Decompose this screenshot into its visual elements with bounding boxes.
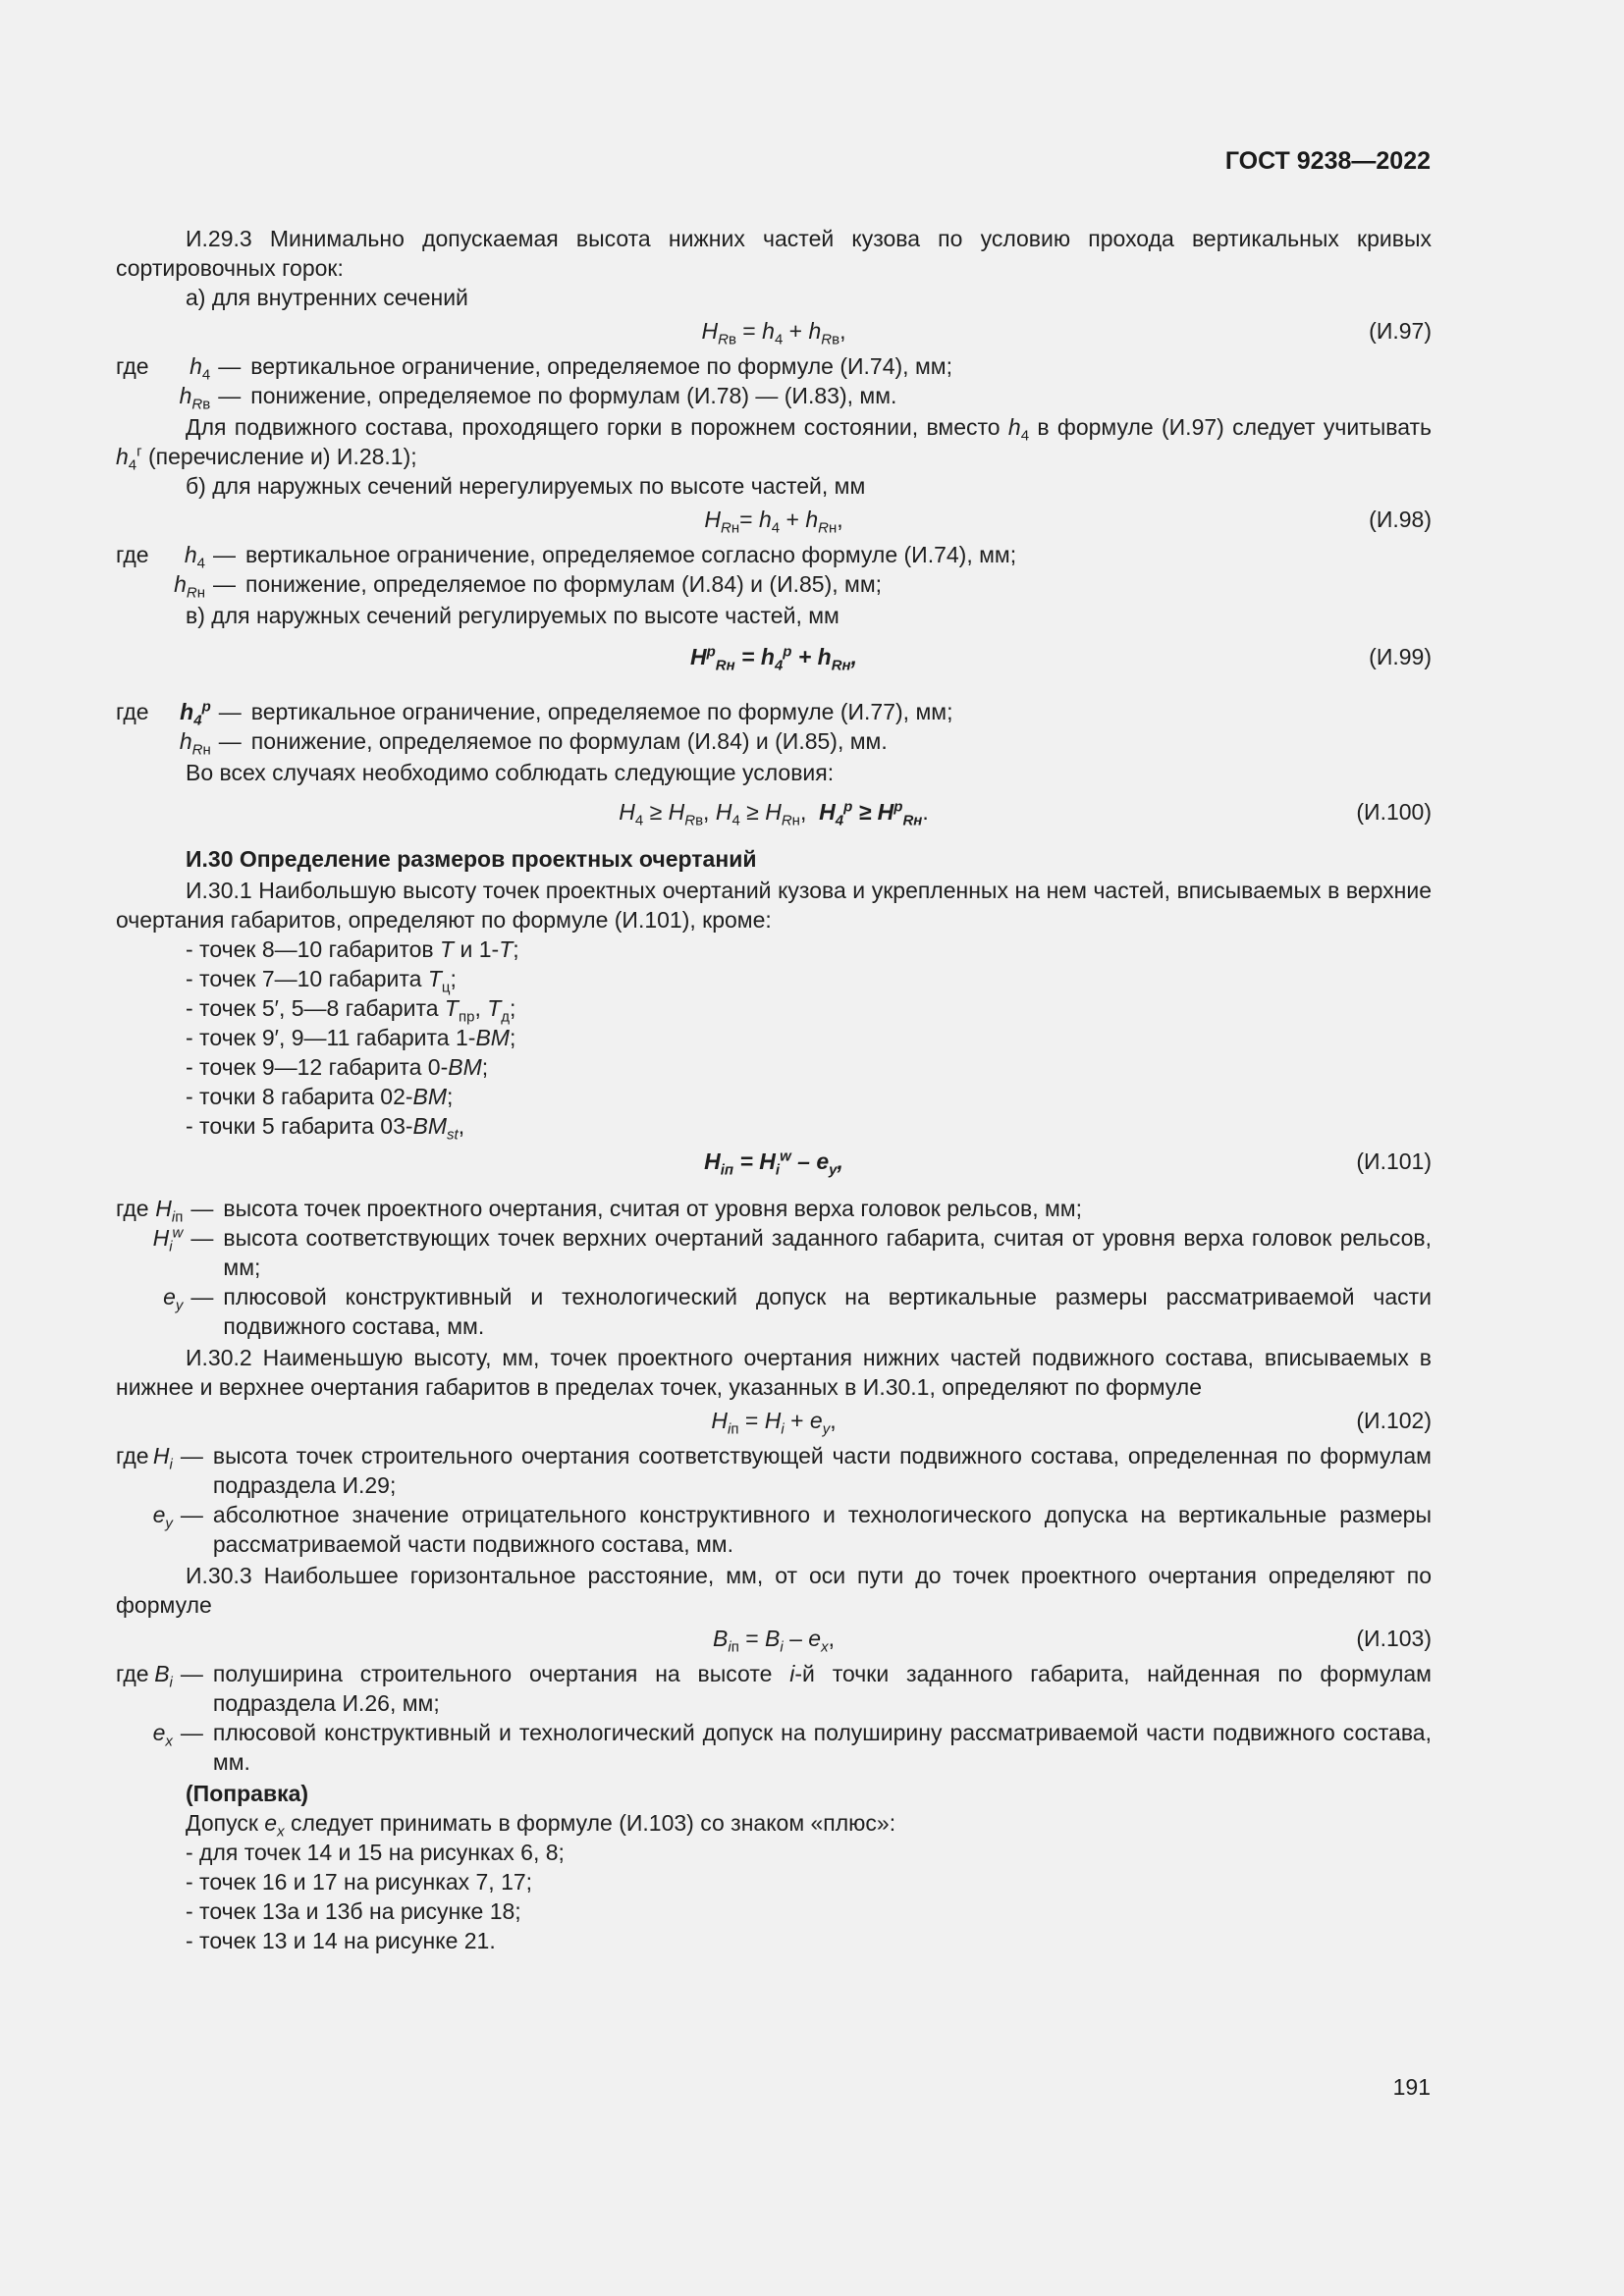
definition-dash: — <box>218 728 242 754</box>
paragraph-all-cases: Во всех случаях необходимо соблюдать следующие условия: <box>186 760 835 785</box>
equation-expression: $H_{Rн}= h_4 + h_{Rн}$, <box>704 507 843 537</box>
definition-dash: — <box>213 542 237 567</box>
definition-text: понижение, определяемое по формулам (И.84) и (И.85), мм; <box>245 571 883 597</box>
where-word: где <box>116 699 149 724</box>
text-fragment: - точек 9—12 габарита 0- <box>186 1054 449 1080</box>
definition-symbol: $e_y$ <box>152 1502 173 1532</box>
amendment-list-item: - точек 16 и 17 на рисунках 7, 17; <box>186 1869 533 1895</box>
paragraph-i30-1: И.30.1 Наибольшую высоту точек проектных очертаний кузова и укрепленных на нем частей, вписываемых в верхние очертания габаритов, определяют по формуле (И.101), кроме: <box>116 878 1432 933</box>
definition-text: абсолютное значение отрицательного конструктивного и технологического допуска на вертикальные размеры рассматриваемой части подвижного состава, мм. <box>212 1502 1432 1557</box>
equation-number: (И.99) <box>1369 644 1432 669</box>
equation-number: (И.101) <box>1356 1148 1432 1174</box>
list-item: - точек 9′, 9—11 габарита 1-ВМ; <box>186 1025 516 1050</box>
definition-text: вертикальное ограничение, определяемое согласно формуле (И.74), мм; <box>245 542 1017 567</box>
definition-dash: — <box>180 1502 203 1527</box>
definition-text: плюсовой конструктивный и технологический допуск на вертикальные размеры рассматриваемой части подвижного состава, мм. <box>223 1284 1432 1339</box>
list-item: - точек 7—10 габарита $T_ц$; <box>186 966 457 996</box>
definition-text: вертикальное ограничение, определяемое по формуле (И.77), мм; <box>250 699 953 724</box>
definition-symbol: $H_i^w$ <box>152 1224 184 1255</box>
definition-text: понижение, определяемое по формулам (И.78) — (И.83), мм. <box>250 383 897 408</box>
definition-row <box>116 569 1432 599</box>
text-fragment: - точек 5′, 5—8 габарита <box>186 995 439 1021</box>
definition-row <box>116 1718 1432 1777</box>
definition-row <box>116 1500 1432 1559</box>
definition-text: высота соответствующих точек верхних очертаний заданного габарита, считая от уровня верха головок рельсов, мм; <box>223 1225 1432 1280</box>
paragraph-i30-3: И.30.3 Наибольшее горизонтальное расстояние, мм, от оси пути до точек проектного очертания определяют по формуле <box>116 1563 1432 1618</box>
definition-dash: — <box>180 1443 203 1468</box>
definition-dash: — <box>218 353 242 379</box>
equation-i97 <box>116 312 1432 349</box>
definition-dash: — <box>218 383 242 408</box>
definition-symbol: $h_{Rв}$ <box>179 383 211 413</box>
where-word: где <box>116 542 149 567</box>
definition-dash: — <box>190 1196 214 1221</box>
definition-symbol: $e_y$ <box>163 1284 184 1314</box>
section-heading-i30: И.30 Определение размеров проектных очертаний <box>186 846 757 872</box>
list-item: - точек 8—10 габаритов T и 1-T; <box>186 936 519 962</box>
amendment-list-item: - для точек 14 и 15 на рисунках 6, 8; <box>186 1840 565 1865</box>
text-fragment: (перечисление и) И.28.1); <box>148 444 417 469</box>
definition-symbol: $H_i$ <box>152 1443 173 1473</box>
equation-expression: $H_4 \ge H_{Rв}$, $H_4 \ge H_{Rн}$, $H_4^p \ge H^p_{Rн}$. <box>619 798 929 829</box>
text-fragment: - точки 8 габарита 02- <box>186 1084 413 1109</box>
text-fragment: - точек 9′, 9—11 габарита 1- <box>186 1025 476 1050</box>
paragraph-i30-2: И.30.2 Наименьшую высоту, мм, точек проектного очертания нижних частей подвижного состава, вписываемых в нижнее и верхнее очертания габаритов в пределах точек, указанных в И.30.1, определяют по формуле <box>116 1345 1432 1400</box>
definition-symbol: $h_4^p$ <box>180 698 211 729</box>
where-word: где <box>116 1196 149 1221</box>
text-fragment: Для подвижного состава, проходящего горки в порожнем состоянии, вместо <box>186 414 1001 440</box>
definition-row <box>116 351 1432 381</box>
text-fragment: Допуск <box>186 1810 258 1836</box>
definitions-i102 <box>116 1441 1432 1559</box>
where-word: где <box>116 1661 149 1686</box>
definition-symbol: $h_4$ <box>189 353 211 384</box>
definition-row <box>116 381 1432 410</box>
text-fragment: -й точки заданного габарита, найденная по формулам подраздела И.26, мм; <box>212 1661 1432 1716</box>
text-fragment: полуширина строительного очертания на высоте <box>212 1661 773 1686</box>
list-item-b: б) для наружных сечений нерегулируемых по высоте частей, мм <box>186 473 866 499</box>
definition-text: плюсовой конструктивный и технологический допуск на полуширину рассматриваемой части подвижного состава, мм. <box>212 1720 1432 1775</box>
definition-dash: — <box>180 1720 203 1745</box>
list-item-v: в) для наружных сечений регулируемых по высоте частей, мм <box>186 603 839 628</box>
definition-symbol: $e_x$ <box>152 1720 173 1750</box>
list-item: - точек 9—12 габарита 0-ВМ; <box>186 1054 489 1080</box>
equation-i100 <box>116 787 1432 832</box>
definition-symbol: $h_4$ <box>184 542 206 572</box>
document-code-header: ГОСТ 9238—2022 <box>1224 147 1431 175</box>
text-fragment: в формуле (И.97) следует учитывать <box>1037 414 1433 440</box>
definitions-i98 <box>116 540 1432 602</box>
list-item: - точки 8 габарита 02-ВМ; <box>186 1084 454 1109</box>
definition-text: вертикальное ограничение, определяемое по формуле (И.74), мм; <box>250 353 952 379</box>
definition-dash: — <box>190 1284 214 1309</box>
definitions-i103 <box>116 1659 1432 1777</box>
definition-dash: — <box>218 699 242 724</box>
definition-text: понижение, определяемое по формулам (И.84) и (И.85), мм. <box>250 728 888 754</box>
amendment-list-item: - точек 13 и 14 на рисунке 21. <box>186 1928 496 1953</box>
definition-text: высота точек проектного очертания, считая от уровня верха головок рельсов, мм; <box>223 1196 1082 1221</box>
equation-i102 <box>116 1402 1432 1439</box>
equation-i99 <box>116 630 1432 689</box>
equation-number: (И.102) <box>1356 1408 1432 1433</box>
definition-dash: — <box>213 571 237 597</box>
page-body <box>116 224 1432 1955</box>
page-number: 191 <box>1392 2074 1431 2100</box>
definition-row <box>116 1282 1432 1341</box>
definition-row <box>116 697 1432 726</box>
equation-number: (И.98) <box>1369 507 1432 532</box>
equation-expression: $B_{iп} = B_i - e_x$, <box>713 1626 835 1656</box>
definition-symbol: $h_{Rн}$ <box>179 728 211 759</box>
where-word: где <box>116 353 149 379</box>
definition-dash: — <box>180 1661 203 1686</box>
definition-symbol: $h_{Rн}$ <box>174 571 206 602</box>
equation-expression: $H_{iп} = H_i + e_y$, <box>711 1408 837 1438</box>
equation-expression: $H_{iп} = H_i^w - e_y$, <box>704 1148 843 1179</box>
definition-row <box>116 1223 1432 1282</box>
paragraph-empty-state: Для подвижного состава, проходящего горки в порожнем состоянии, вместо $h_4$ в формуле (И.97) следует учитывать $h_4^г$ (перечисление и) И.28.1); <box>116 414 1433 474</box>
definition-text: полуширина строительного очертания на высоте i-й точки заданного габарита, найденная по формулам подраздела И.26, мм; <box>212 1661 1432 1716</box>
text-fragment: и 1- <box>460 936 500 962</box>
text-fragment: - точек 7—10 габарита <box>186 966 422 991</box>
equation-i101 <box>116 1141 1432 1188</box>
list-item-a: а) для внутренних сечений <box>186 285 468 310</box>
text-fragment: - точки 5 габарита 03- <box>186 1113 413 1139</box>
definition-row <box>116 540 1432 569</box>
amendment-list-item: - точек 13а и 13б на рисунке 18; <box>186 1898 521 1924</box>
definition-row <box>116 1194 1432 1223</box>
equation-i98 <box>116 501 1432 538</box>
definitions-i99 <box>116 697 1432 759</box>
amendment-title: (Поправка) <box>186 1781 309 1806</box>
equation-expression: $H_{Rв} = h_4 + h_{Rв}$, <box>701 318 846 348</box>
equation-number: (И.100) <box>1356 799 1432 825</box>
equation-i103 <box>116 1620 1432 1657</box>
text-fragment: - точек 8—10 габаритов <box>186 936 434 962</box>
definition-text: высота точек строительного очертания соответствующей части подвижного состава, определенная по формулам подраздела И.29; <box>212 1443 1432 1498</box>
text-fragment: следует принимать в формуле (И.103) со знаком «плюс»: <box>290 1810 896 1836</box>
definition-symbol: $H_{iп}$ <box>155 1196 184 1226</box>
where-word: где <box>116 1443 149 1468</box>
list-item: - точки 5 габарита $03-ВМ_{st}$, <box>186 1113 465 1144</box>
list-item: - точек 5′, 5—8 габарита $T_{пр}$, $T_д$; <box>186 995 516 1026</box>
definition-dash: — <box>190 1225 214 1251</box>
amendment-text: Допуск $e_x$ следует принимать в формуле (И.103) со знаком «плюс»: <box>186 1810 896 1841</box>
equation-number: (И.103) <box>1356 1626 1432 1651</box>
equation-expression: $H^p_{Rн} = h_4^p + h_{Rн}$, <box>689 643 858 674</box>
definition-row <box>116 1659 1432 1718</box>
definitions-i101 <box>116 1194 1432 1341</box>
definitions-i97 <box>116 351 1432 413</box>
equation-number: (И.97) <box>1369 318 1432 344</box>
paragraph-i29-3: И.29.3 Минимально допускаемая высота нижних частей кузова по условию прохода вертикальных кривых сортировочных горок: <box>116 226 1432 281</box>
exceptions-list <box>116 934 1432 1144</box>
definition-symbol: $B_i$ <box>154 1661 173 1691</box>
definition-row <box>116 1441 1432 1500</box>
definition-row <box>116 726 1432 756</box>
